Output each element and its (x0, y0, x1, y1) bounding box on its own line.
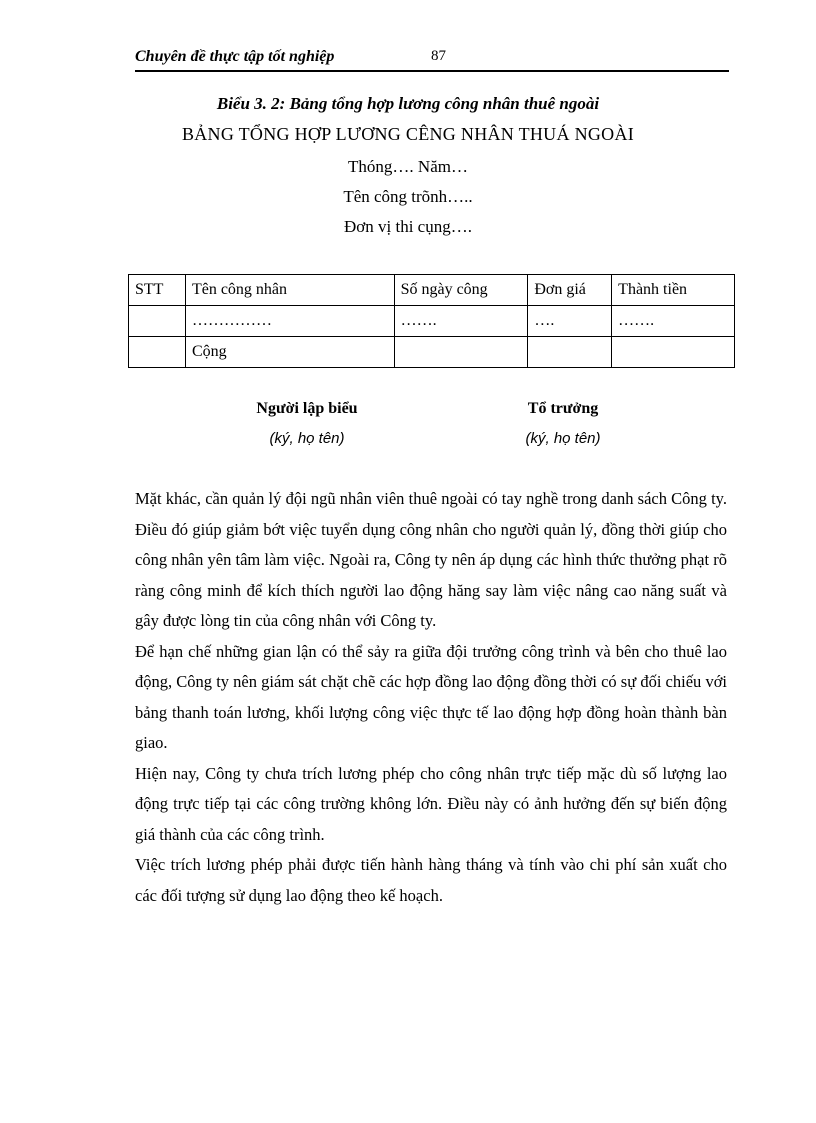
team-leader-note: (ký, họ tên) (525, 430, 601, 447)
table-cell: Cộng (185, 337, 394, 368)
paragraph: Việc trích lương phép phải được tiến hành hàng tháng và tính vào chi phí sản xuất cho các đối tượng sử dụng lao động theo kế hoạch. (135, 855, 727, 905)
header-cell: Tên công nhân (185, 275, 394, 306)
payroll-table (128, 274, 735, 368)
table-row (129, 306, 735, 337)
table-cell: ……. (394, 306, 528, 337)
table-header-row (129, 275, 735, 306)
subtitle-period: Thóng…. Năm… (348, 157, 468, 176)
header-title: Chuyên đề thực tập tốt nghiệp (135, 48, 335, 65)
table-cell: ……. (612, 306, 735, 337)
table-cell (528, 337, 612, 368)
table-cell (129, 337, 186, 368)
preparer-note: (ký, họ tên) (269, 430, 345, 447)
team-leader-role: Tổ trưởng (527, 400, 599, 417)
subtitle-unit: Đơn vị thi cụng…. (344, 217, 472, 236)
page-header (135, 48, 729, 72)
table-total-row (129, 337, 735, 368)
table-title: BẢNG TỔNG HỢP LƯƠNG CÊNG NHÂN THUÁ NGOÀI (181, 124, 635, 144)
body-text (135, 484, 727, 911)
table-cell (129, 306, 186, 337)
header-cell: Thành tiền (612, 275, 735, 306)
header-cell: Đơn giá (528, 275, 612, 306)
figure-caption: Biểu 3. 2: Bảng tổng hợp lương công nhân thuê ngoài (216, 94, 600, 113)
header-cell: STT (129, 275, 186, 306)
paragraph: Mặt khác, cần quản lý đội ngũ nhân viên thuê ngoài có tay nghề trong danh sách Công ty. Điều đó giúp giảm bớt việc tuyển dụng công nhân cho người quản lý, đồng thời giúp cho công nhân yên tâm làm việc. Ngoài ra, Công ty nên áp dụng các hình thức thưởng phạt rõ ràng công minh để kích thích người lao động hăng say làm việc nâng cao năng suất và gây được lòng tin của công nhân với Công ty. (135, 489, 727, 630)
table-cell: …………… (185, 306, 394, 337)
subtitle-project: Tên công trõnh….. (343, 187, 473, 206)
page-number: 87 (431, 48, 446, 64)
paragraph: Hiện nay, Công ty chưa trích lương phép cho công nhân trực tiếp mặc dù số lượng lao động trực tiếp tại các công trường không lớn. Điều này có ảnh hưởng đến sự biến động giá thành của các công trình. (135, 763, 727, 844)
table-cell (612, 337, 735, 368)
preparer-role: Người lập biểu (256, 400, 358, 417)
paragraph: Để hạn chế những gian lận có thể sảy ra giữa đội trưởng công trình và bên cho thuê lao động, Công ty nên giám sát chặt chẽ các hợp đồng lao động đồng thời có sự đối chiếu với bảng thanh toán lương, khối lượng công việc thực tế lao động hợp đồng hoàn thành bàn giao. (135, 641, 727, 752)
table-cell (394, 337, 528, 368)
table-cell: …. (528, 306, 612, 337)
header-cell: Số ngày công (394, 275, 528, 306)
